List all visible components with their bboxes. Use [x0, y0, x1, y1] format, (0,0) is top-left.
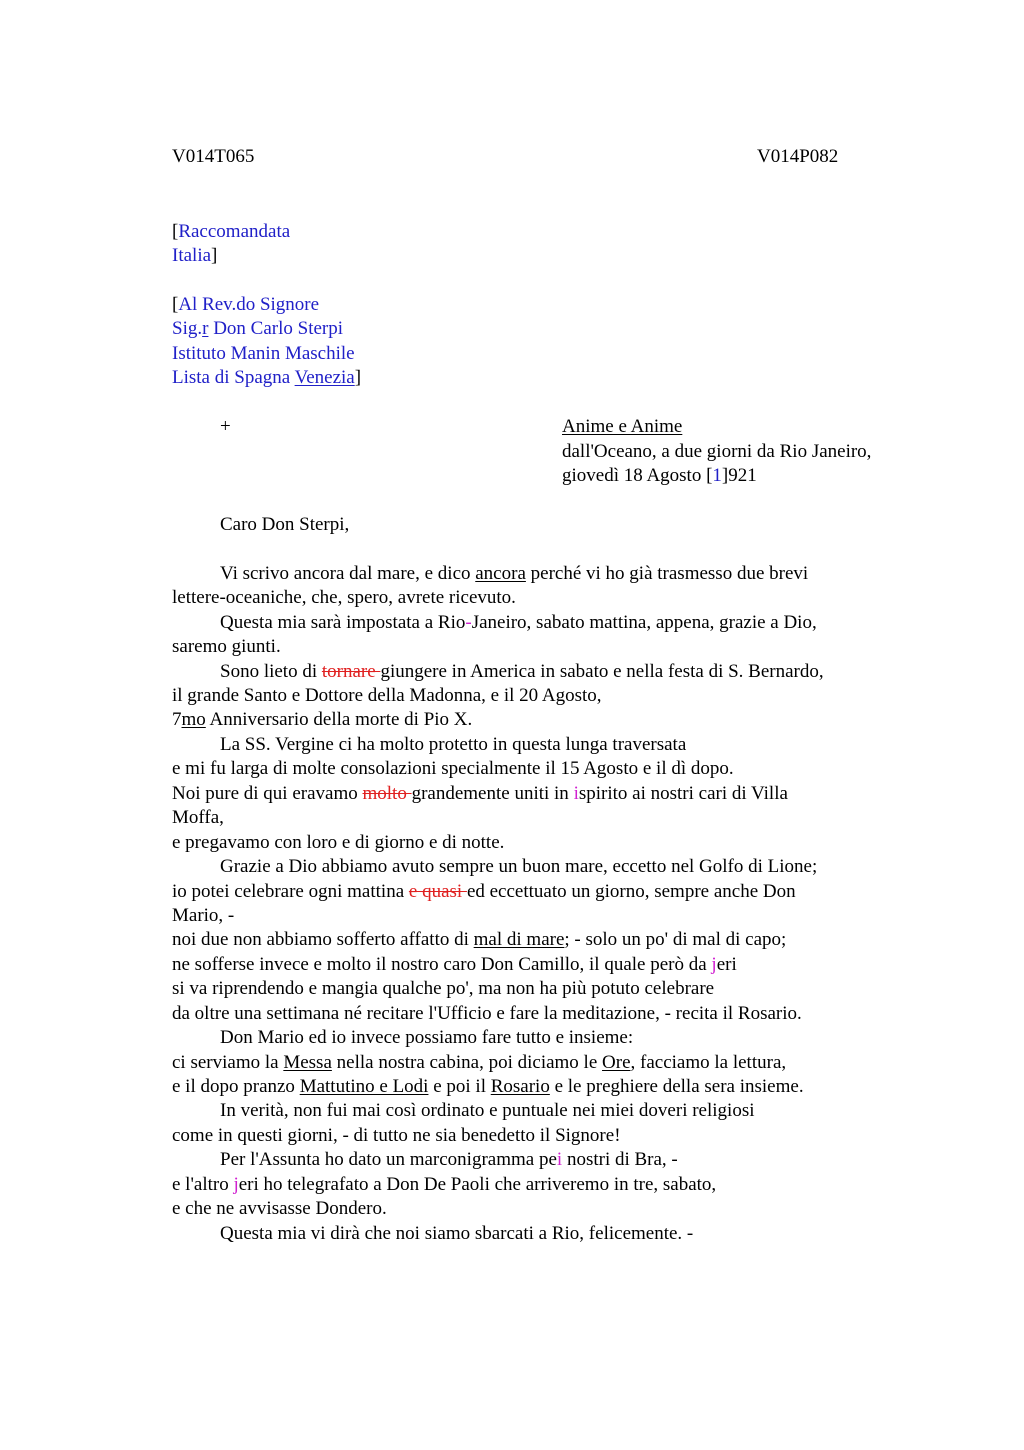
recipient-line-3: Istituto Manin Maschile: [172, 343, 355, 364]
body-line: [172, 562, 808, 586]
dateline-date: [562, 464, 757, 488]
underlined-word: ancora: [475, 563, 526, 584]
underlined-word: mo: [181, 709, 206, 730]
date-editorial-digit: 1: [712, 465, 722, 486]
body-line: Mario, -: [172, 905, 235, 926]
body-line: e che ne avvisasse Dondero.: [172, 1198, 387, 1219]
editorial-insertion: j: [711, 954, 717, 975]
dateline-place: dall'Oceano, a due giorni da Rio Janeiro,: [562, 441, 872, 462]
bracket: ]: [211, 245, 218, 266]
body-line: [172, 880, 796, 904]
text-span: io potei celebrare ogni mattina: [172, 881, 409, 902]
text-span: e poi il: [428, 1076, 491, 1097]
text-span: grandemente uniti in: [411, 783, 574, 804]
text-span: ne sofferse invece e molto il nostro caro Don Camillo, il quale però da: [172, 954, 712, 975]
recipient-line-1: [172, 293, 319, 317]
recipient-text-underlined: r: [202, 318, 209, 339]
text-span: nella nostra cabina, poi diciamo le: [331, 1052, 603, 1073]
body-line: [172, 611, 817, 635]
address-text: Italia: [172, 245, 212, 266]
address-line-1: [172, 220, 290, 244]
body-line: e pregavamo con loro e di giorno e di notte.: [172, 832, 505, 853]
body-line: La SS. Vergine ci ha molto protetto in questa lunga traversata: [220, 734, 687, 755]
body-line: Moffa,: [172, 807, 224, 828]
bracket: [: [172, 294, 179, 315]
text-span: nostri di Bra, -: [562, 1149, 678, 1170]
body-line: come in questi giorni, - di tutto ne sia benedetto il Signore!: [172, 1125, 621, 1146]
body-line: [172, 928, 786, 952]
text-span: giungere in America in sabato e nella festa di S. Bernardo,: [380, 661, 824, 682]
text-span: e le preghiere della sera insieme.: [549, 1076, 804, 1097]
editorial-insertion: -: [465, 612, 472, 633]
bracket: ]: [354, 367, 362, 388]
text-span: perché vi ho già trasmesso due brevi: [525, 563, 809, 584]
body-line: il grande Santo e Dottore della Madonna, e il 20 Agosto,: [172, 685, 602, 706]
editorial-insertion: i: [556, 1149, 563, 1170]
volume-code-left: V014T065: [172, 146, 255, 167]
underlined-word: Ore: [602, 1052, 631, 1073]
body-line: [172, 953, 737, 977]
text-span: Noi pure di qui eravamo: [172, 783, 363, 804]
body-line: si va riprendendo e mangia qualche po', ma non ha più potuto celebrare: [172, 978, 715, 999]
body-line: [172, 1075, 804, 1099]
text-span: noi due non abbiamo sofferto affatto di: [172, 929, 474, 950]
body-line: [172, 782, 788, 806]
text-span: e l'altro: [172, 1174, 234, 1195]
editorial-insertion: i: [573, 783, 579, 804]
body-line: [172, 1148, 678, 1172]
recipient-text: Lista di Spagna: [172, 367, 295, 388]
deleted-word: e quasi: [408, 881, 467, 902]
text-span: Janeiro, sabato mattina, appena, grazie a Dio,: [471, 612, 817, 633]
text-span: , facciamo la lettura,: [630, 1052, 787, 1073]
body-line: [172, 1051, 786, 1075]
text-span: Questa mia sarà impostata a Rio: [220, 612, 466, 633]
editorial-insertion: j: [233, 1174, 239, 1195]
text-span: 7: [172, 709, 182, 730]
text-span: Per l'Assunta ho dato un marconigramma pe: [220, 1149, 557, 1170]
body-line: da oltre una settimana né recitare l'Ufficio e fare la meditazione, - recita il Rosario.: [172, 1003, 802, 1024]
dateline-title: Anime e Anime: [562, 416, 683, 437]
text-span: eri: [716, 954, 737, 975]
body-line: In verità, non fui mai così ordinato e puntuale nei miei doveri religiosi: [220, 1100, 755, 1121]
recipient-text: Al Rev.do Signore: [178, 294, 320, 315]
underlined-word: Mattutino e Lodi: [299, 1076, 429, 1097]
body-line: [172, 708, 472, 732]
text-span: e il dopo pranzo: [172, 1076, 300, 1097]
text-span: Anniversario della morte di Pio X.: [205, 709, 473, 730]
volume-code-right: V014P082: [757, 146, 839, 167]
body-line: Questa mia vi dirà che noi siamo sbarcati a Rio, felicemente. -: [220, 1223, 694, 1244]
date-text: giovedì 18 Agosto [: [562, 465, 713, 486]
underlined-word: Rosario: [490, 1076, 550, 1097]
text-span: spirito ai nostri cari di Villa: [578, 783, 788, 804]
bracket: [: [172, 221, 179, 242]
recipient-city: Venezia: [294, 367, 355, 388]
address-text: Raccomandata: [178, 221, 291, 242]
body-line: e mi fu larga di molte consolazioni specialmente il 15 Agosto e il dì dopo.: [172, 758, 734, 779]
text-span: Vi scrivo ancora dal mare, e dico: [220, 563, 476, 584]
underlined-word: mal di mare: [473, 929, 565, 950]
text-span: ed eccettuato un giorno, sempre anche Don: [466, 881, 796, 902]
recipient-text: Sig.: [172, 318, 203, 339]
text-span: Sono lieto di: [220, 661, 322, 682]
text-span: eri ho telegrafato a Don De Paoli che arriveremo in tre, sabato,: [238, 1174, 717, 1195]
recipient-line-4: [172, 366, 361, 390]
address-line-2: [172, 244, 217, 268]
deleted-word: molto: [362, 783, 412, 804]
body-line: Grazie a Dio abbiamo avuto sempre un buon mare, eccetto nel Golfo di Lione;: [220, 856, 818, 877]
underlined-word: Messa: [283, 1052, 332, 1073]
text-span: ci serviamo la: [172, 1052, 284, 1073]
date-text: ]921: [721, 465, 757, 486]
recipient-text: Don Carlo Sterpi: [208, 318, 344, 339]
body-line: [172, 1173, 716, 1197]
body-line: saremo giunti.: [172, 636, 281, 657]
cross-symbol: +: [220, 416, 231, 437]
text-span: ; - solo un po' di mal di capo;: [564, 929, 787, 950]
deleted-word: tornare: [321, 661, 381, 682]
body-line: [172, 660, 824, 684]
body-line: Don Mario ed io invece possiamo fare tutto e insieme:: [220, 1027, 634, 1048]
salutation: Caro Don Sterpi,: [220, 514, 350, 535]
recipient-line-2: [172, 317, 343, 341]
body-line: lettere-oceaniche, che, spero, avrete ricevuto.: [172, 587, 516, 608]
